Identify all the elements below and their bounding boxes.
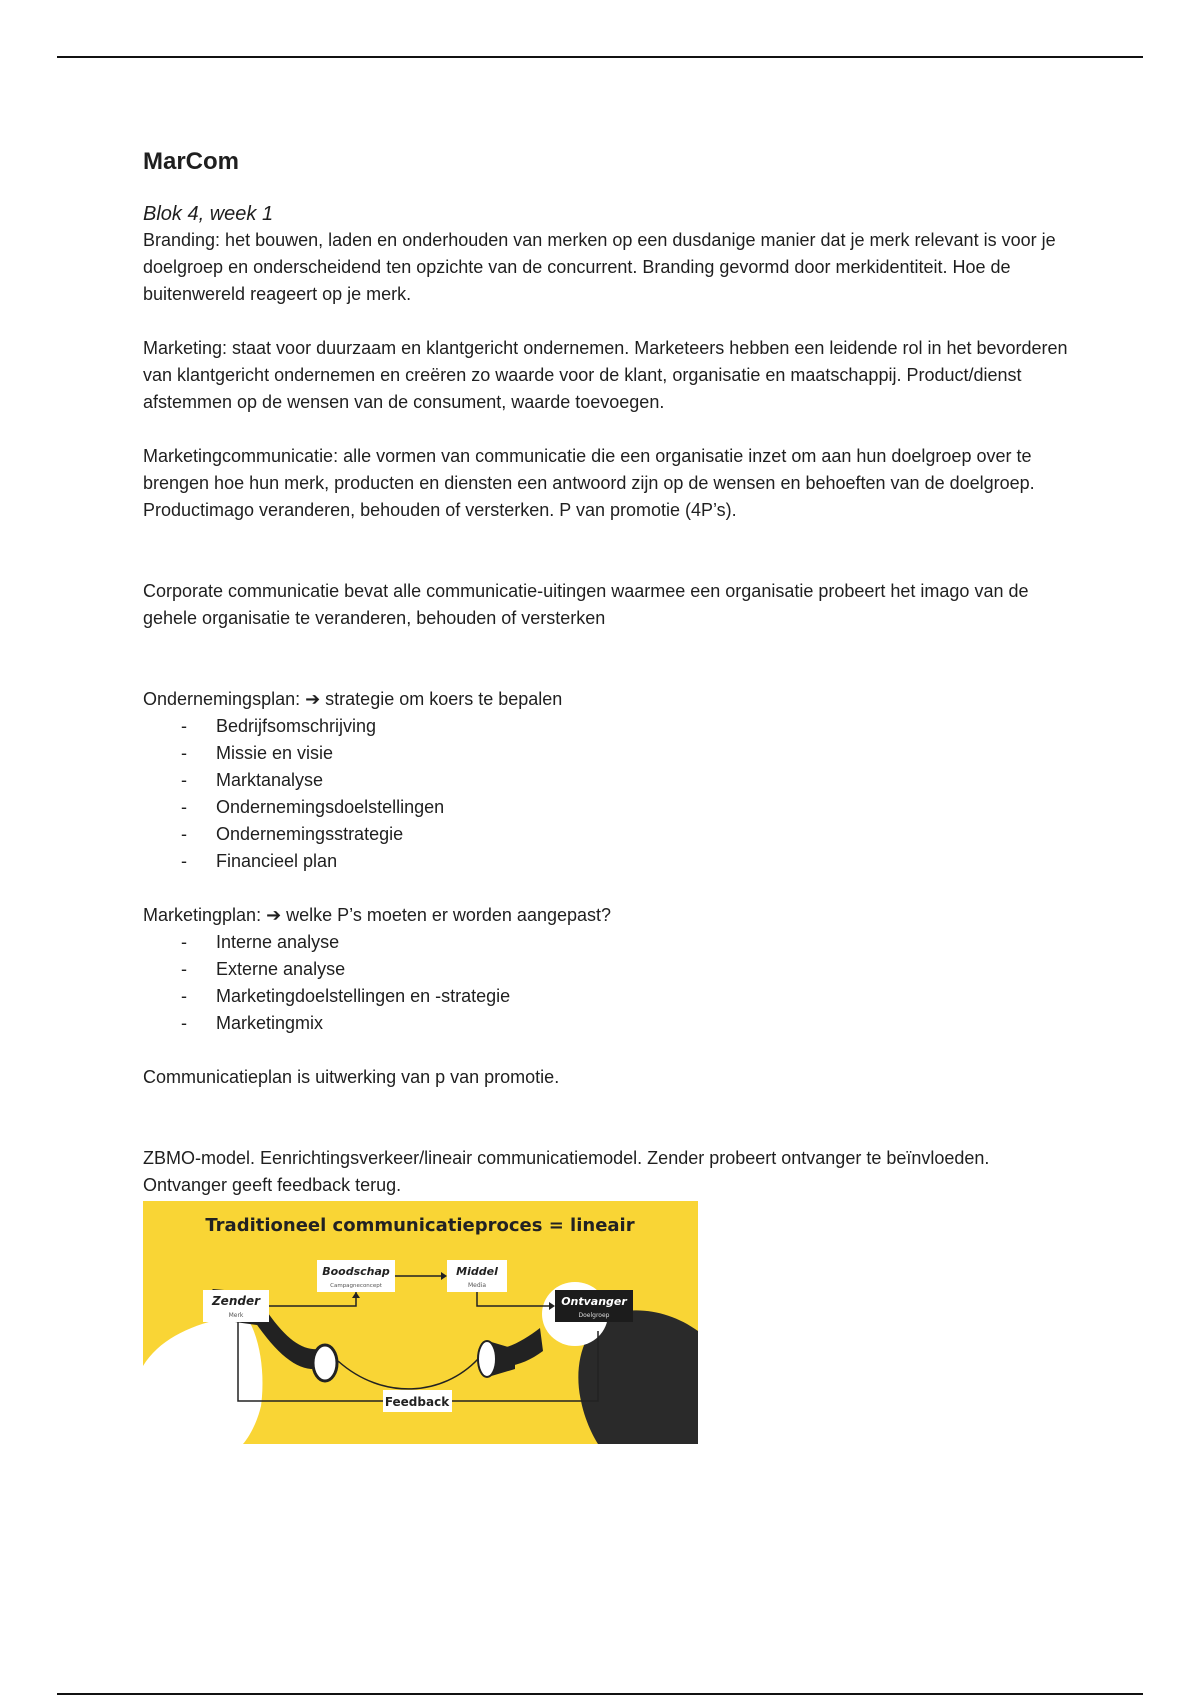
ondernemingsplan-list	[143, 713, 1073, 875]
ontvanger-sublabel: Doelgroep	[578, 1312, 610, 1319]
marketingplan-heading: Marketingplan: ➔ welke P’s moeten er worden aangepast?	[143, 905, 612, 925]
zender-label: Zender	[211, 1294, 261, 1308]
list-item: - Marketingmix	[143, 1010, 1073, 1037]
document-body	[143, 140, 1073, 1444]
communicatieplan-paragraph: Communicatieplan is uitwerking van p van promotie.	[143, 1067, 560, 1087]
boodschap-sublabel: Campagneconcept	[330, 1283, 382, 1289]
ontvanger-label: Ontvanger	[561, 1295, 627, 1308]
header-rule	[57, 56, 1143, 58]
feedback-label: Feedback	[384, 1395, 450, 1409]
list-item: - Externe analyse	[143, 956, 1073, 983]
corporate-paragraph: Corporate communicatie bevat alle communicatie-uitingen waarmee een organisatie probeert het imago van de gehele organisatie te veranderen, behouden of versterken	[143, 581, 1029, 628]
marketingplan-list	[143, 929, 1073, 1037]
footer-rule	[57, 1693, 1143, 1695]
list-item: - Ondernemingsdoelstellingen	[143, 794, 1073, 821]
document-title: MarCom	[143, 148, 240, 175]
list-item: - Interne analyse	[143, 929, 1073, 956]
marketing-paragraph: Marketing: staat voor duurzaam en klantgericht ondernemen. Marketeers hebben een leidende rol in het bevorderen van klantgericht ondernemen en creëren zo waarde voor de klant, organisatie en maatschappij. Product/dienst afstemmen op de wensen van de consument, waarde toevoegen.	[143, 338, 1068, 412]
marketingcommunicatie-paragraph: Marketingcommunicatie: alle vormen van communicatie die een organisatie inzet om aan hun doelgroep over te brengen hoe hun merk, producten en diensten een antwoord zijn op de wensen en behoeften van de doelgroep. Productimago veranderen, behouden of versterken. P van promotie (4P’s).	[143, 446, 1035, 520]
middel-sublabel: Media	[467, 1282, 487, 1289]
boodschap-label: Boodschap	[322, 1265, 390, 1278]
zbmo-paragraph: ZBMO-model. Eenrichtingsverkeer/lineair communicatiemodel. Zender probeert ontvanger te beïnvloeden. Ontvanger geeft feedback terug.	[143, 1148, 990, 1195]
list-item: - Ondernemingsstrategie	[143, 821, 1073, 848]
branding-paragraph: Branding: het bouwen, laden en onderhouden van merken op een dusdanige manier dat je merk relevant is voor je doelgroep en onderscheidend ten opzichte van de concurrent. Branding gevormd door merkidentiteit. Hoe de buitenwereld reageert op je merk.	[143, 230, 1056, 304]
document-subtitle: Blok 4, week 1	[143, 203, 274, 225]
list-item: - Bedrijfsomschrijving	[143, 713, 1073, 740]
zender-sublabel: Merk	[228, 1312, 244, 1319]
figure-title: Traditioneel communicatieproces = lineair	[205, 1215, 635, 1236]
ondernemingsplan-heading: Ondernemingsplan: ➔ strategie om koers te bepalen	[143, 689, 563, 709]
zbmo-model-figure	[143, 1201, 698, 1444]
middel-label: Middel	[456, 1265, 498, 1278]
list-item: - Missie en visie	[143, 740, 1073, 767]
list-item: - Marketingdoelstellingen en -strategie	[143, 983, 1073, 1010]
list-item: - Financieel plan	[143, 848, 1073, 875]
list-item: - Marktanalyse	[143, 767, 1073, 794]
